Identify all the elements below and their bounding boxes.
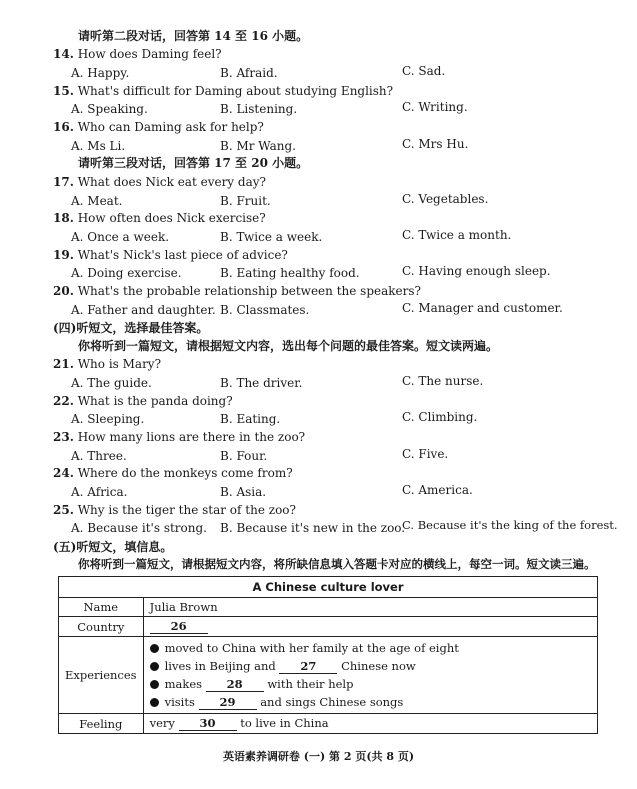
option-a: A. Africa.	[71, 485, 128, 499]
question-text: Who can Daming ask for help?	[77, 120, 264, 134]
feeling-text: to live in China	[240, 716, 329, 731]
question-21	[53, 358, 161, 370]
part-5-instruction: 你将听到一篇短文，请根据短文内容，将所缺信息填入答题卡对应的横线上，每空一词。短文读三遍。	[78, 557, 596, 571]
bullet-icon	[150, 644, 159, 653]
table-title: A Chinese culture lover	[59, 577, 598, 598]
option-b: B. Fruit.	[220, 194, 271, 208]
option-b: B. Because it's new in the zoo.	[220, 521, 406, 535]
option-c: C. Climbing.	[402, 410, 478, 424]
option-a: A. Ms Li.	[71, 139, 126, 153]
info-table	[58, 576, 598, 734]
option-a: A. Speaking.	[71, 102, 148, 116]
option-c: C. Sad.	[402, 64, 446, 78]
option-a: A. Sleeping.	[71, 412, 145, 426]
experience-item	[150, 693, 591, 711]
blank-28[interactable]: 28	[206, 678, 264, 692]
question-number: 19.	[53, 248, 74, 262]
question-number: 21.	[53, 357, 74, 371]
experience-text: with their help	[267, 677, 354, 691]
option-c: C. Five.	[402, 447, 449, 461]
question-number: 22.	[53, 394, 74, 408]
option-b: B. Eating healthy food.	[220, 266, 360, 280]
option-c: C. Having enough sleep.	[402, 264, 551, 278]
question-number: 25.	[53, 503, 74, 517]
question-20	[53, 285, 421, 297]
question-18	[53, 212, 266, 224]
question-number: 14.	[53, 47, 74, 61]
part-4-heading: (四)听短文，选择最佳答案。	[53, 321, 209, 335]
option-c: C. Twice a month.	[402, 228, 512, 242]
dialogue-2-instruction: 请听第二段对话，回答第 14 至 16 小题。	[78, 29, 309, 43]
option-b: B. The driver.	[220, 376, 303, 390]
option-b: B. Eating.	[220, 412, 281, 426]
option-a: A. Three.	[71, 449, 127, 463]
question-text: Why is the tiger the star of the zoo?	[77, 503, 296, 517]
bullet-icon	[150, 680, 159, 689]
question-text: What does Nick eat every day?	[77, 175, 266, 189]
option-b: B. Four.	[220, 449, 268, 463]
experience-text: and sings Chinese songs	[260, 695, 404, 709]
experiences-cell	[143, 637, 597, 714]
option-c: C. America.	[402, 483, 473, 497]
dialogue-3-instruction: 请听第三段对话，回答第 17 至 20 小题。	[78, 156, 309, 170]
option-b: B. Afraid.	[220, 66, 278, 80]
option-c: C. Because it's the king of the forest.	[402, 518, 618, 532]
option-c: C. Writing.	[402, 100, 468, 114]
option-a: A. Happy.	[71, 66, 130, 80]
question-text: Where do the monkeys come from?	[77, 466, 293, 480]
question-number: 23.	[53, 430, 74, 444]
option-a: A. Doing exercise.	[71, 266, 182, 280]
option-c: C. Mrs Hu.	[402, 137, 469, 151]
question-14	[53, 48, 222, 60]
feeling-text: very	[149, 716, 175, 731]
option-b: B. Mr Wang.	[220, 139, 296, 153]
option-b: B. Asia.	[220, 485, 267, 499]
option-c: C. Manager and customer.	[402, 301, 563, 315]
experience-item	[150, 675, 591, 693]
question-number: 17.	[53, 175, 74, 189]
option-a: A. Father and daughter.	[71, 303, 216, 317]
question-number: 18.	[53, 211, 74, 225]
experience-item	[150, 639, 591, 657]
blank-26[interactable]: 26	[150, 620, 208, 634]
country-label: Country	[59, 617, 144, 637]
blank-27[interactable]: 27	[279, 660, 337, 674]
question-24	[53, 467, 293, 479]
feeling-label: Feeling	[59, 714, 144, 734]
question-17	[53, 176, 266, 188]
option-a: A. Once a week.	[71, 230, 170, 244]
option-a: A. The guide.	[71, 376, 152, 390]
option-a: A. Because it's strong.	[71, 521, 207, 535]
experiences-label: Experiences	[59, 637, 144, 714]
question-16	[53, 121, 264, 133]
feeling-cell	[143, 714, 597, 734]
question-text: How many lions are there in the zoo?	[77, 430, 306, 444]
option-b: B. Classmates.	[220, 303, 310, 317]
name-value: Julia Brown	[143, 598, 597, 617]
bullet-icon	[150, 662, 159, 671]
blank-30[interactable]: 30	[179, 717, 237, 731]
question-19	[53, 249, 288, 261]
question-23	[53, 431, 305, 443]
question-text: What's difficult for Daming about studying English?	[77, 84, 394, 98]
experience-text: makes	[164, 677, 203, 691]
option-b: B. Listening.	[220, 102, 298, 116]
page-footer: 英语素养调研卷 (一) 第 2 页(共 8 页)	[222, 750, 415, 763]
experience-text: visits	[164, 695, 195, 709]
question-text: What's Nick's last piece of advice?	[77, 248, 288, 262]
question-text: What is the panda doing?	[77, 394, 233, 408]
question-25	[53, 504, 296, 516]
option-c: C. The nurse.	[402, 374, 484, 388]
question-number: 15.	[53, 84, 74, 98]
option-c: C. Vegetables.	[402, 192, 489, 206]
question-number: 20.	[53, 284, 74, 298]
name-label: Name	[59, 598, 144, 617]
option-a: A. Meat.	[71, 194, 123, 208]
question-text: How often does Nick exercise?	[77, 211, 266, 225]
experience-text: lives in Beijing and	[164, 659, 276, 673]
experience-text: Chinese now	[341, 659, 416, 673]
option-b: B. Twice a week.	[220, 230, 323, 244]
question-15	[53, 85, 393, 97]
blank-29[interactable]: 29	[199, 696, 257, 710]
question-number: 24.	[53, 466, 74, 480]
part-4-instruction: 你将听到一篇短文，请根据短文内容，选出每个问题的最佳答案。短文读两遍。	[78, 339, 499, 353]
bullet-icon	[150, 698, 159, 707]
experience-item	[150, 657, 591, 675]
question-text: How does Daming feel?	[77, 47, 222, 61]
experience-text: moved to China with her family at the age of eight	[164, 641, 459, 655]
question-number: 16.	[53, 120, 74, 134]
question-text: What's the probable relationship between the speakers?	[77, 284, 421, 298]
question-text: Who is Mary?	[77, 357, 162, 371]
question-22	[53, 395, 233, 407]
country-cell	[143, 617, 597, 637]
part-5-heading: (五)听短文，填信息。	[53, 540, 173, 554]
